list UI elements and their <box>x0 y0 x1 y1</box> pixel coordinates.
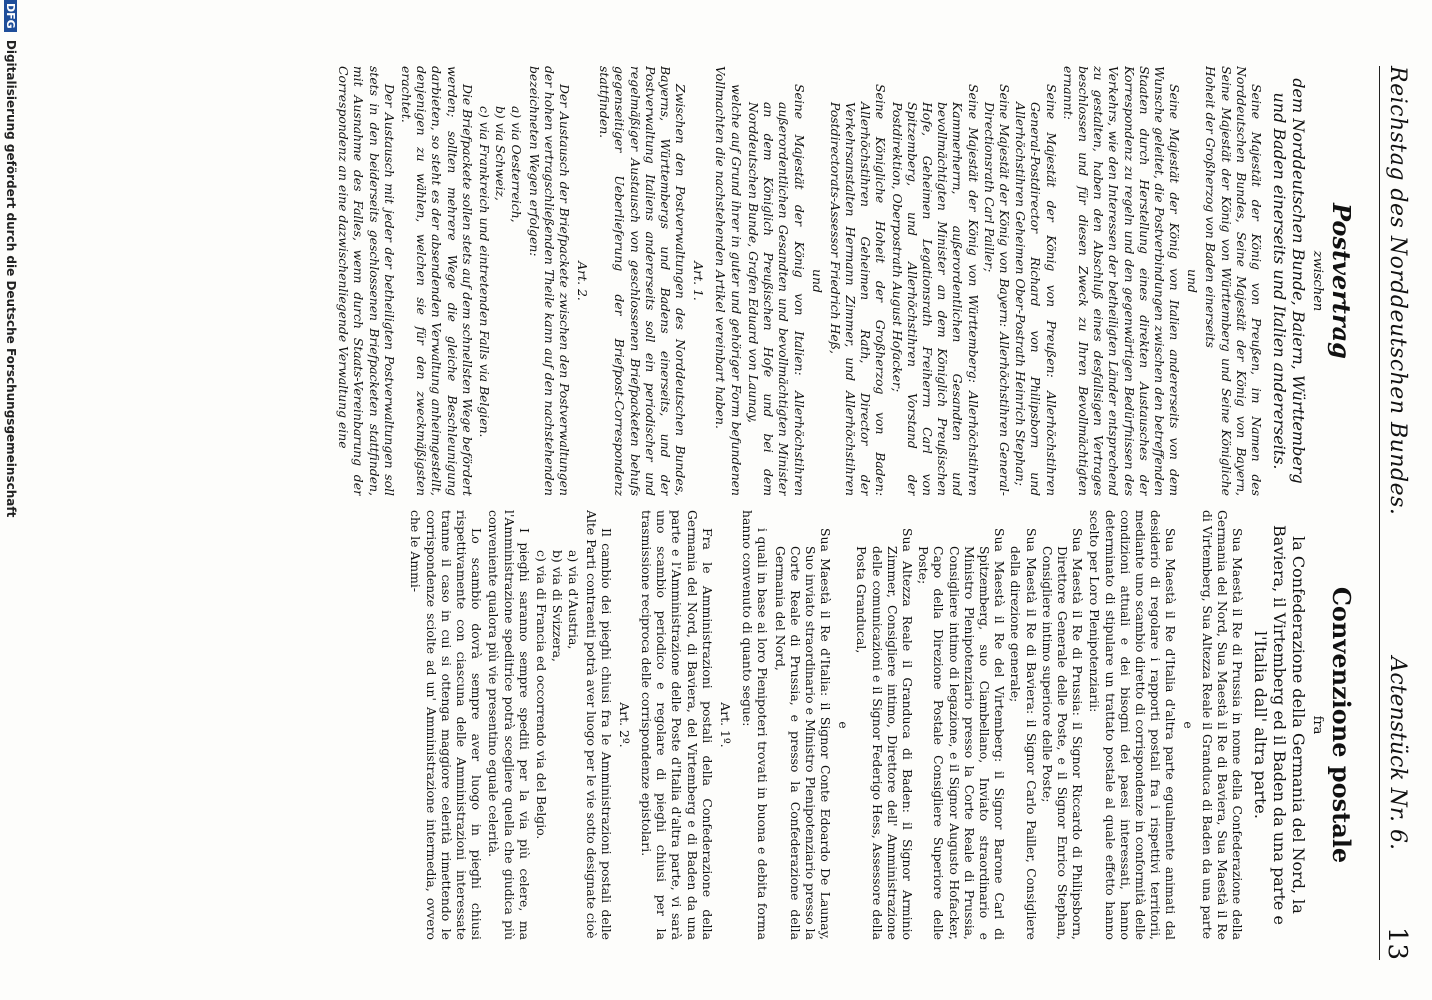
italian-article-2-para: Lo scambio dovrà sempre aver luogo in pieghi chiusi rispettivamente con ciascuna delle Amministrazioni interessate tranne il caso in cui si ottenga maggiore celerità rimettendo le corrispondenze sciolte ad un' Amministrazione intermedia, ovvero che le Ammi- <box>408 510 485 940</box>
italian-e: e <box>836 721 852 729</box>
page-number: 13 <box>1382 926 1412 960</box>
italian-intro2: Sua Maestà il Re d'Italia d'altra parte egualmente animati dal desiderio di regolare i rapporti postali fra i rispettivi territorii, mediante uno scambio diretto di corrispondenze in conformità delle condizioni attuali e dei bisogni dei paesi interessati, hanno determinato di stipulare un trattato postale al quale effetto hanno scelto per Loro Plenipotenziarii: <box>1087 510 1179 940</box>
italian-route: c) via di Francia ed occorrendo via del Belgio. <box>534 550 550 840</box>
italian-article-2-heading: Art. 2º. <box>616 702 632 748</box>
german-article-2-heading: Art. 2. <box>575 261 591 301</box>
italian-italy-plenipotentiary: Sua Maestà il Re d'Italia: il Signor Conte Edoardo De Launay, Suo inviato straordinario e Ministro Plenipotenziario presso la Corte Reale di Prussia, e presso la Confederazione della Germania del Nord, <box>772 528 834 940</box>
german-plenipotentiary: Seine Majestät der König von Bayern: Allerhöchstihren General-Directionsrath Carl Pailler; <box>981 84 1012 496</box>
german-und: und <box>809 269 825 293</box>
german-route: b) via Schweiz, <box>493 106 509 201</box>
german-article-1-text: Zwischen den Postverwaltungen des Norddeutschen Bundes, Bayerns, Württembergs und Badens einerseits, und der Postverwaltung Italiens andererseits soll ein periodischer und regelmäßiger Austausch von geschlossenen Briefpacketen behufs gegenseitiger Ueberlieferung der Briefpost-Correspondenz stattfinden. <box>597 66 689 496</box>
german-intro: Seine Majestät der König von Preußen, im Namen des Norddeutschen Bundes, Seine Majestät der König von Bayern, Seine Majestät der König von Württemberg und Seine Königliche Hoheit der Großherzog von Baden einerseits <box>1203 66 1264 496</box>
italian-column <box>60 510 1362 940</box>
german-article-2-para: Die Briefpackete sollen stets auf dem schnellsten Wege befördert werden; sollten mehrere Wege die gleiche Beschleunigung darbieten, so steht es der absendenden Verwaltung anheimgestellt, denjenigen zu wählen, welchen sie für den zweckmäßigsten erachtet. <box>399 66 475 496</box>
german-article-2-para: Der Austausch mit jeder der betheiligten Postverwaltungen soll stets in den beiderseits geschlossenen Briefpacketen stattfinden, mit Ausnahme des Falles, wenn durch Staats-Vereinbarung der Correspondenz an eine dazwischenliegende Verwaltung eine <box>336 66 397 496</box>
german-route: c) via Frankreich und eintretenden Falls via Belgien. <box>477 106 493 438</box>
italian-plenipotentiary: Sua Altezza Reale il Granduca di Baden: il Signor Arminio Zimmer, Consigliere intimo, Direttore dell' Amministrazione delle comunicazioni e il Signor Federigo Hess, Assessore della Posta Granducal, <box>854 528 915 940</box>
german-plenipotentiary: Seine Königliche Hoheit der Großherzog von Baden: Allerhöchstihren Geheimen Rath, Director der Verkehrsanstalten Hermann Zimmer, und Allerhöchstihren Postdirectorats-Assessor Friedrich Heß, <box>827 84 889 496</box>
document-number: Actenstück Nr. 6. <box>1385 656 1410 850</box>
german-article-1-heading: Art. 1. <box>691 261 707 301</box>
italian-route: b) via di Svizzera, <box>550 550 566 662</box>
german-plenipotentiary: Seine Majestät der König von Württemberg: Allerhöchstihren Kammerherrn, außerordentlichen Gesandten und bevollmächtigten Minister an dem Königlich Preußischen Hofe, Geheimen Legationsrath Freiherrn Carl von Spitzemberg, und Allerhöchstihren Vorstand der Postdirektion, Oberpostrath August Hofacker; <box>889 84 981 496</box>
german-title: Postvertrag <box>1327 203 1356 359</box>
digitization-credit: Digitalisierung gefördert durch die Deutsche Forschungsgemeinschaft <box>4 39 18 518</box>
running-title: Reichstag des Norddeutschen Bundes. <box>1385 66 1410 516</box>
italian-plenipotentiary: Sua Maestà il Re di Baviera: il Signor Carlo Pailler, Consigliere della direzione generale; <box>1008 528 1039 940</box>
italian-title: Convenzione postale <box>1327 586 1356 864</box>
german-intro2: Seine Majestät der König von Italien andererseits von dem Wunsche geleitet, die Postverbindungen zwischen den betreffenden Staaten durch Herstellung eines direkten Austausches der Korrespondenz zu regeln und den gegenwärtigen Bedürfnissen des Verkehrs, wie den Interessen der betheiligten Länder entsprechend zu gestalten, haben den Abschluß eines desfallsigen Vertrages beschlossen und für diesen Zweck zu Ihren Bevollmächtigten ernannt: <box>1060 66 1183 496</box>
italian-e: e <box>1181 721 1197 729</box>
italian-closing: i quali in base ai loro Pienipoteri trovati in buona e debita forma hanno convenuto di quanto segue: <box>740 510 771 940</box>
dfg-logo: DFG <box>4 0 17 32</box>
italian-subtitle: la Confederazione della Germania del Nord, la Baviera, il Virtemberg ed il Baden da una parte e l'Italia dall' altra parte. <box>1251 525 1308 925</box>
page-header <box>1379 66 1420 960</box>
italian-plenipotentiary: Sua Maestà il Re del Virtemberg: il Signor Barone Carl di Spitzemberg, suo Ciambellano, Inviato straordinario e Ministro Plenipotenziario presso la Corte Reale di Prussia, Consigliere intimo di legazione, e il Signor Augusto Hofacker, Capo della Direzione Postale Consigliere Superiore delle Poste; <box>916 528 1008 940</box>
german-subtitle: dem Norddeutschen Bunde, Baiern, Württemberg und Baden einerseits und Italien andererseits. <box>1270 78 1308 484</box>
german-plenipotentiary: Seine Majestät der König von Preußen: Allerhöchstihren General-Postdirector Richard von Philipsborn und Allerhöchstihren Geheimen Ober-Postrath Heinrich Stephan; <box>1013 84 1059 496</box>
italian-article-2-para: I pieghi saranno sempre spediti per la via più celere, ma l'Amministrazione speditrice potrà scegliere quella che giudica più conveniente qualora più vie presentino eguale celerità. <box>486 510 532 940</box>
italian-article-1-heading: Art. 1º. <box>717 702 733 748</box>
german-und: und <box>1185 269 1201 293</box>
italian-intro: Sua Maestà il Re di Prussia in nome della Confederazione della Germania del Nord, Sua Maestà il Re di Baviera, Sua Maestà il Re di Virtemberg, Sua Altezza Reale il Granduca di Baden da una parte <box>1199 510 1245 940</box>
digitization-footer <box>4 0 18 1000</box>
german-column <box>60 66 1362 496</box>
italian-sub: fra <box>1310 715 1325 735</box>
italian-article-1-text: Fra le Amministrazioni postali della Confederazione della Germania del Nord, di Baviera, del Virtemberg e di Baden da una parte e l'Amministrazione delle Poste d'Italia d'altra parte, vi sarà uno scambio periodico e regolare di pieghi chiusi per la trasmissione reciproca delle corrispondenze epistolari. <box>639 510 715 940</box>
german-article-2-text: Der Austausch der Briefpackete zwischen den Postverwaltungen der hohen vertragschließenden Theile kann auf den nachstehenden bezeichneten Wegen erfolgen: <box>526 66 573 496</box>
german-route: a) via Oesterreich, <box>509 106 525 223</box>
german-sub: zwischen <box>1310 250 1325 312</box>
italian-article-2-text: Il cambio dei pieghi chiusi fra le Amministrazioni postali delle Alte Parti contraenti potrà aver luogo per le vie sotto designate cioè <box>583 510 614 940</box>
italian-plenipotentiary: Sua Maestà il Re di Prussia: il Signor Riccardo di Philipsborn, Direttore Generale delle Poste, e il Signor Enrico Stephan, Consigliere intimo superiore delle Poste; <box>1039 528 1086 940</box>
german-italy-plenipotentiary: Seine Majestät der König von Italien: Allerhöchstihren außerordentlichen Gesandten und bevollmächtigten Minister an dem Königlich Preußischen Hofe und bei dem Norddeutschen Bunde, Grafen Eduard von Launay, <box>745 84 807 496</box>
italian-route: a) via d'Austria, <box>566 550 582 650</box>
german-closing: welche auf Grund ihrer in guter und gehöriger Form befundenen Vollmachten die nachstehenden Artikel vereinbart haben. <box>713 66 744 496</box>
